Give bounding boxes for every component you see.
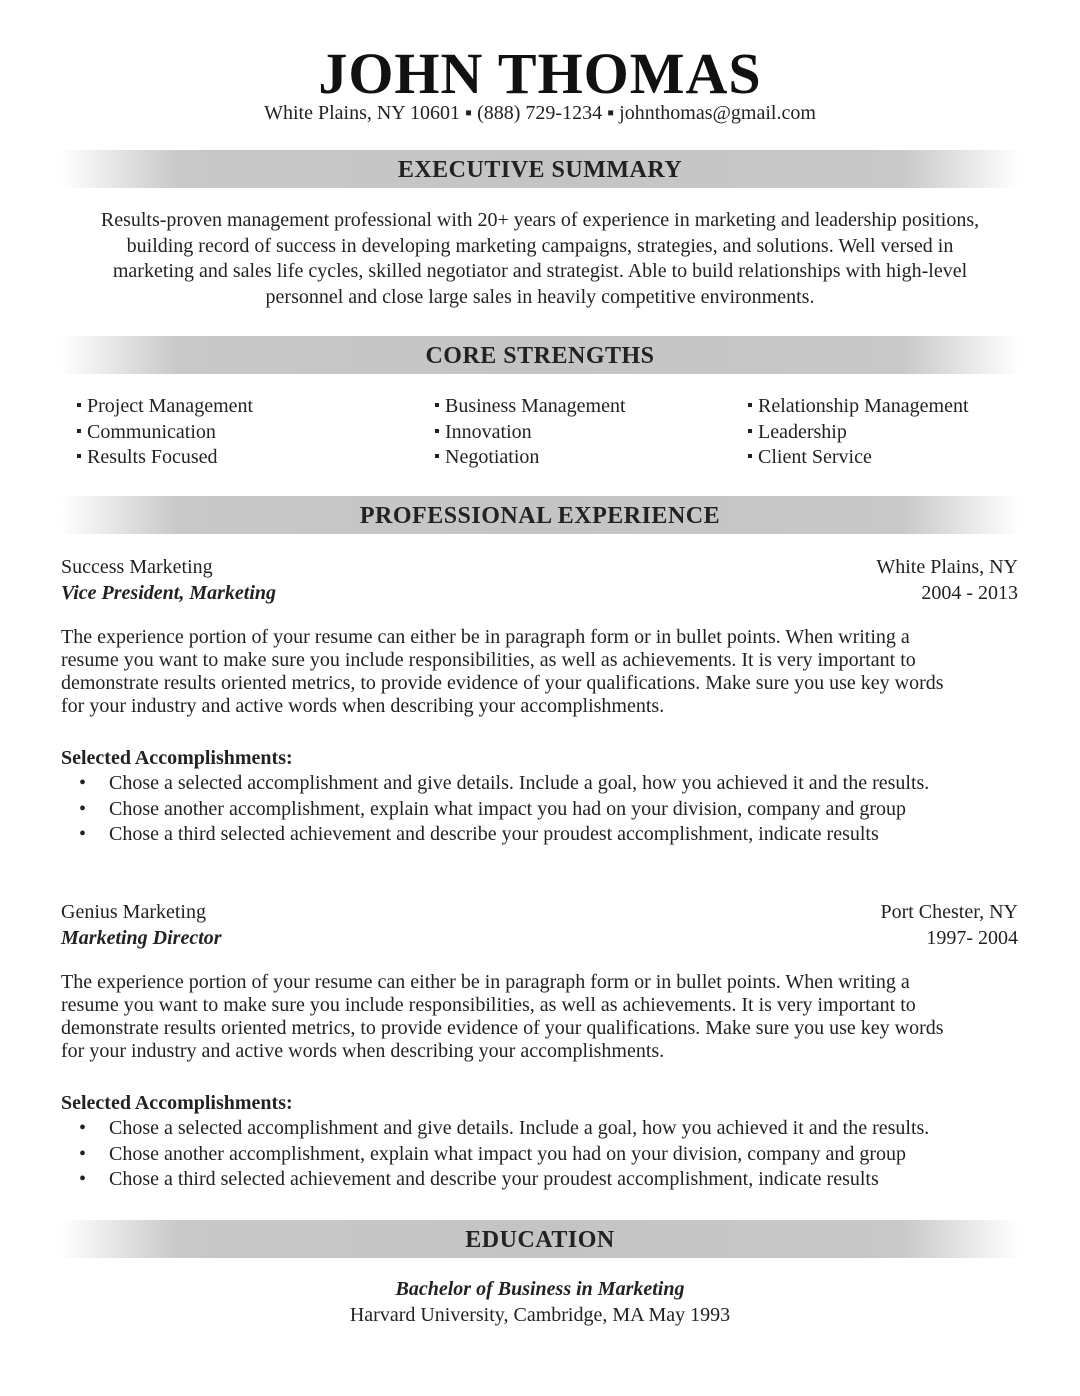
square-bullet-icon [77, 403, 81, 407]
square-bullet-icon [435, 429, 439, 433]
square-bullet-icon [77, 454, 81, 458]
job-location: White Plains, NY [876, 556, 1018, 578]
strengths-column-3 [748, 394, 969, 471]
school: Harvard University, Cambridge, MA May 1993 [349, 1303, 731, 1326]
section-header-professional-experience: PROFESSIONAL EXPERIENCE [60, 496, 1020, 534]
strength-item: Project Management [77, 394, 253, 420]
job-entry [61, 554, 1018, 848]
accomplishments-label: Selected Accomplishments: [61, 1092, 293, 1114]
job-description: The experience portion of your resume can either be in paragraph form or in bullet points. When writing a resume you want to make sure you include responsibilities, as well as achievements. It is very important to demonstrate results oriented metrics, to provide evidence of your qualifications. Make sure you use key words for your industry and active words when describing your accomplishments. [61, 626, 944, 717]
job-title: Vice President, Marketing [61, 582, 276, 604]
list-item: • Chose a third selected achievement and describe your proudest accomplishment, indicate results [61, 822, 1018, 848]
bullet-icon: • [79, 1142, 87, 1165]
contact-line: White Plains, NY 10601 ▪ (888) 729-1234 ▪ johnthomas@gmail.com [264, 102, 816, 124]
strength-item: Business Management [435, 394, 626, 420]
list-item: • Chose another accomplishment, explain what impact you had on your division, company and group [61, 797, 1018, 823]
job-description: The experience portion of your resume can either be in paragraph form or in bullet points. When writing a resume you want to make sure you include responsibilities, as well as achievements. It is very important to demonstrate results oriented metrics, to provide evidence of your qualifications. Make sure you use key words for your industry and active words when describing your accomplishments. [61, 971, 944, 1062]
bullet-icon: • [79, 823, 87, 845]
accomplishments-list [61, 1116, 1018, 1193]
company-name: Success Marketing [61, 556, 213, 578]
job-entry [61, 899, 1018, 1193]
bullet-icon: • [79, 1168, 87, 1190]
square-bullet-icon [77, 429, 81, 433]
list-item: • Chose a selected accomplishment and give details. Include a goal, how you achieved it and the results. [61, 771, 1018, 797]
job-dates: 1997- 2004 [926, 927, 1018, 949]
list-item: • Chose a selected accomplishment and give details. Include a goal, how you achieved it and the results. [61, 1116, 1018, 1142]
square-bullet-icon [748, 403, 752, 407]
strength-item: Relationship Management [748, 394, 969, 420]
list-item: • Chose a third selected achievement and describe your proudest accomplishment, indicate results [61, 1167, 1018, 1193]
strengths-column-2 [435, 394, 626, 471]
strength-item: Innovation [435, 420, 626, 446]
summary-line: personnel and close large sales in heavily competitive environments. [265, 285, 815, 308]
bullet-icon: • [79, 1117, 87, 1139]
strength-item: Communication [77, 420, 253, 446]
section-header-executive-summary: EXECUTIVE SUMMARY [60, 150, 1020, 188]
accomplishments-list [61, 771, 1018, 848]
square-bullet-icon [748, 454, 752, 458]
job-location: Port Chester, NY [880, 901, 1018, 923]
job-title: Marketing Director [61, 927, 222, 949]
strength-item: Leadership [748, 420, 969, 446]
summary-line: Results-proven management professional with 20+ years of experience in marketing and leadership positions, [100, 209, 980, 231]
strengths-column-1 [77, 394, 253, 471]
candidate-name: JOHN THOMAS [318, 41, 762, 106]
list-item: • Chose another accomplishment, explain what impact you had on your division, company and group [61, 1142, 1018, 1168]
bullet-icon: • [79, 772, 87, 794]
section-header-education: EDUCATION [60, 1220, 1020, 1258]
square-bullet-icon [435, 454, 439, 458]
strength-item: Results Focused [77, 445, 253, 471]
summary-line: marketing and sales life cycles, skilled negotiator and strategist. Able to build relationships with high-level [112, 260, 968, 282]
strength-item: Negotiation [435, 445, 626, 471]
summary-line: building record of success in developing marketing campaigns, strategies, and solutions. Well versed in [126, 234, 954, 257]
section-header-core-strengths: CORE STRENGTHS [60, 336, 1020, 374]
square-bullet-icon [748, 429, 752, 433]
company-name: Genius Marketing [61, 901, 206, 923]
strength-item: Client Service [748, 445, 969, 471]
bullet-icon: • [79, 797, 87, 820]
accomplishments-label: Selected Accomplishments: [61, 747, 293, 769]
square-bullet-icon [435, 403, 439, 407]
education-entry [0, 1277, 1080, 1328]
degree: Bachelor of Business in Marketing [395, 1278, 685, 1300]
executive-summary-text [60, 208, 1020, 310]
job-dates: 2004 - 2013 [921, 582, 1018, 604]
